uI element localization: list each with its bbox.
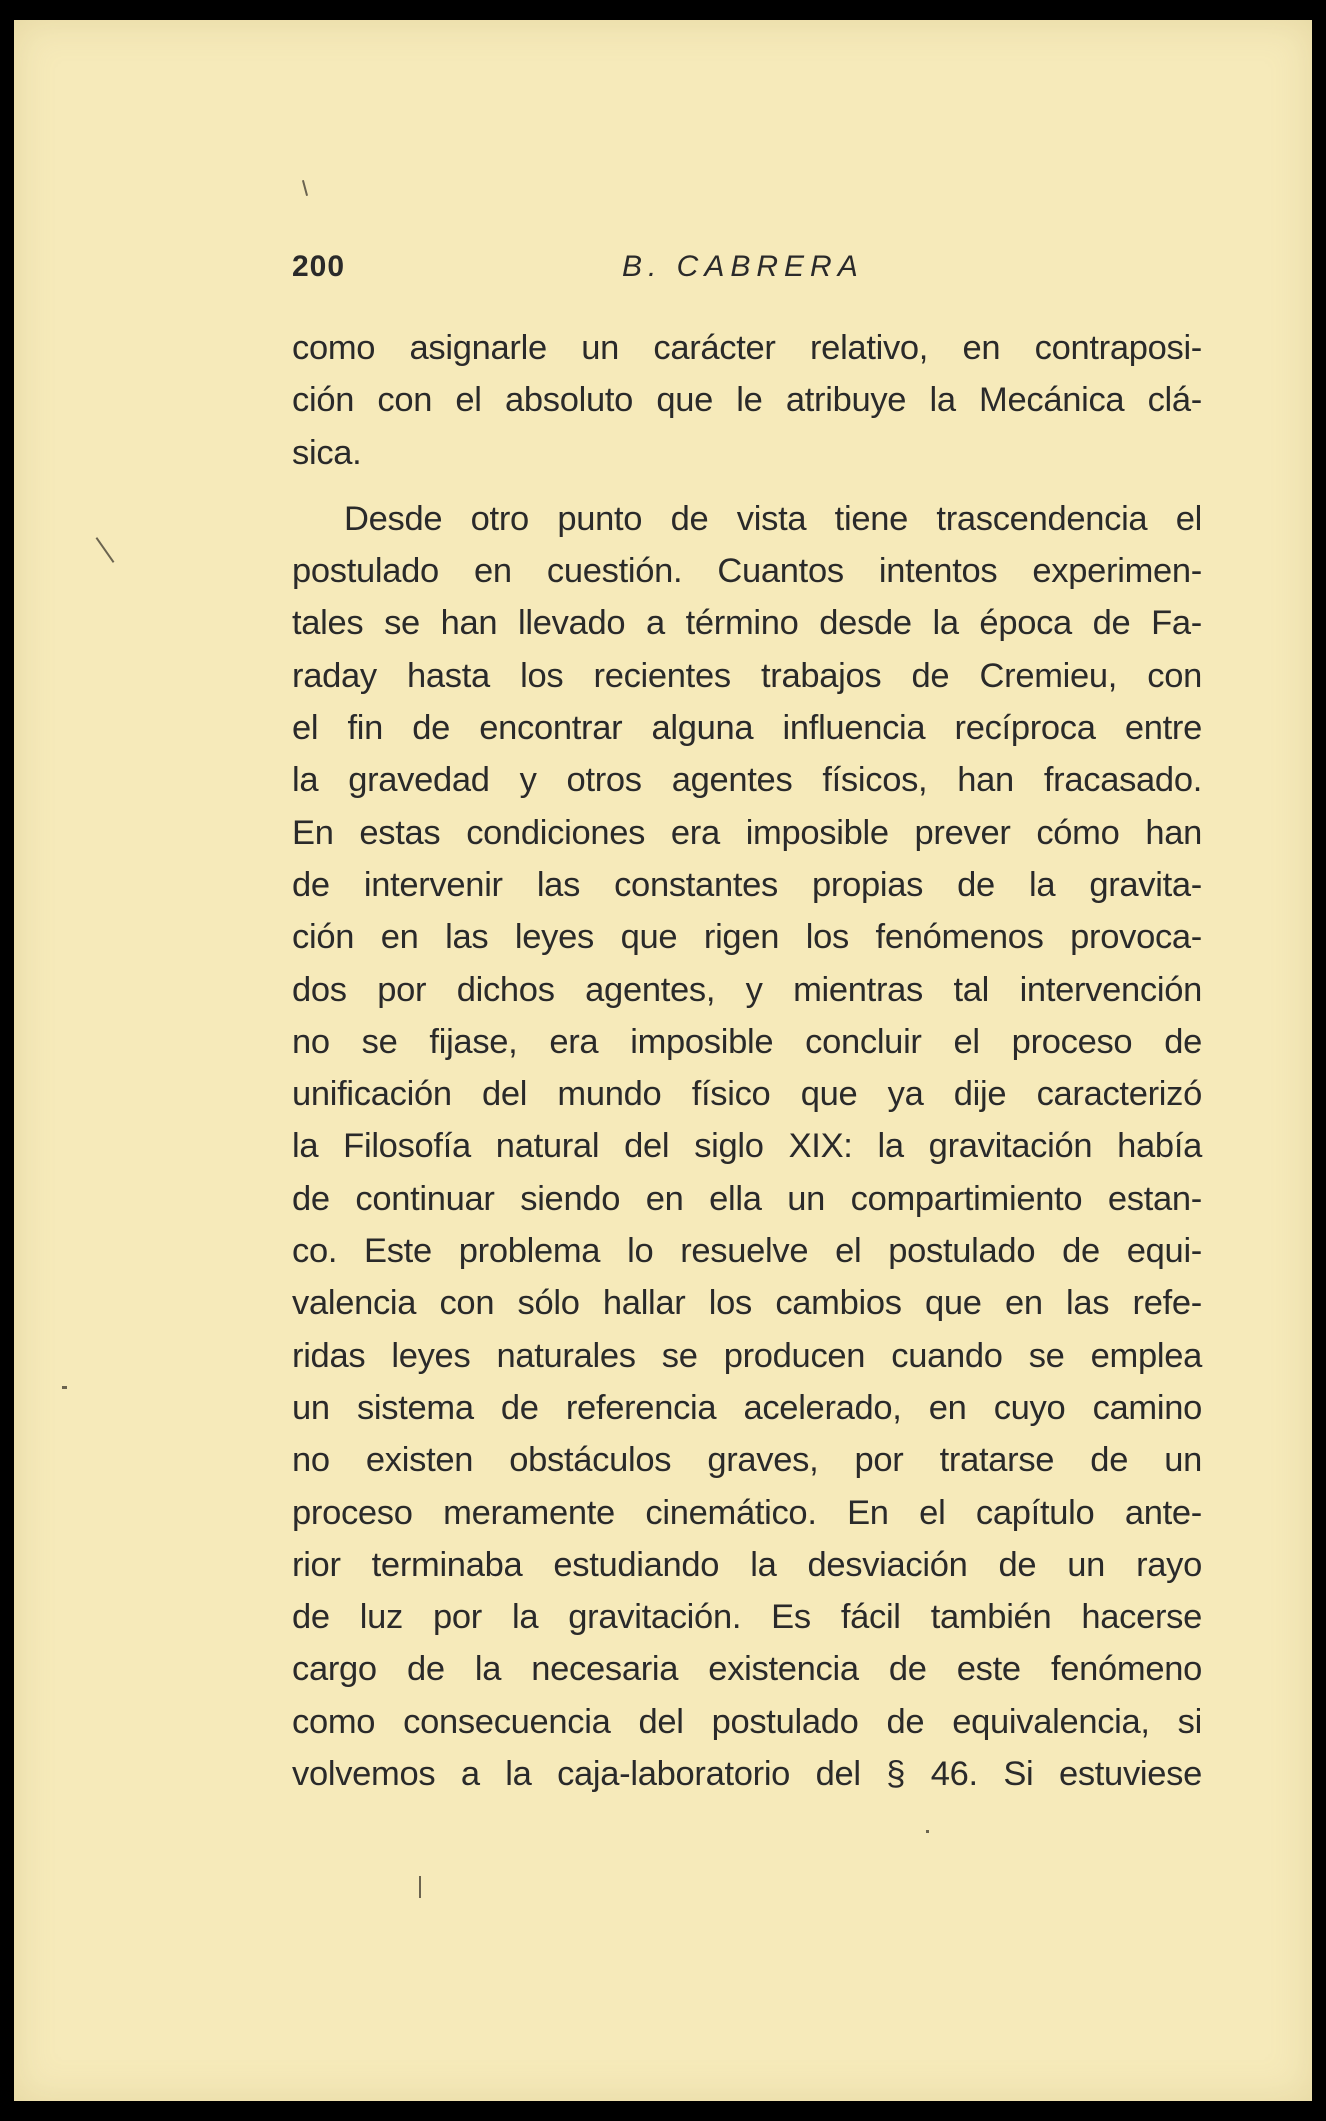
text-line: la gravedad y otros agentes físicos, han fracasado. (292, 761, 1202, 800)
text-line: de continuar siendo en ella un compartimiento estan- (292, 1179, 1202, 1218)
book-page (14, 20, 1312, 2101)
page-number: 200 (292, 250, 346, 283)
text-line: ción en las leyes que rigen los fenómenos provoca- (292, 918, 1202, 957)
text-line: raday hasta los recientes trabajos de Cremieu, con (292, 656, 1202, 695)
text-line: la Filosofía natural del siglo XIX: la gravitación había (292, 1127, 1202, 1166)
body-text (292, 322, 1202, 1800)
text-line: ridas leyes naturales se producen cuando se emplea (292, 1336, 1202, 1375)
paper-speck (302, 180, 308, 196)
text-line: valencia con sólo hallar los cambios que en las refe- (292, 1284, 1202, 1323)
text-line: como consecuencia del postulado de equivalencia, si (292, 1702, 1202, 1741)
text-line: En estas condiciones era imposible prever cómo han (292, 813, 1202, 852)
text-line: postulado en cuestión. Cuantos intentos experimen- (292, 552, 1202, 591)
text-line: no existen obstáculos graves, por tratarse de un (292, 1441, 1202, 1480)
text-line: cargo de la necesaria existencia de este fenómeno (292, 1650, 1202, 1689)
paper-speck (96, 537, 115, 563)
text-line: un sistema de referencia acelerado, en cuyo camino (292, 1388, 1202, 1427)
paper-speck (62, 1386, 67, 1389)
page-header (292, 250, 1172, 290)
text-line: volvemos a la caja-laboratorio del § 46. Si estuviese (292, 1755, 1202, 1794)
text-line: de intervenir las constantes propias de la gravita- (292, 865, 1202, 904)
paragraph (292, 493, 1202, 1800)
text-line: ción con el absoluto que le atribuye la Mecánica clá- (292, 381, 1202, 420)
text-line: como asignarle un carácter relativo, en contraposi- (292, 329, 1202, 367)
text-line: dos por dichos agentes, y mientras tal intervención (292, 970, 1202, 1009)
text-line: Desde otro punto de vista tiene trascendencia el (344, 499, 1202, 538)
text-line: el fin de encontrar alguna influencia recíproca entre (292, 709, 1202, 748)
paragraph (292, 322, 1202, 479)
text-line: co. Este problema lo resuelve el postulado de equi- (292, 1232, 1202, 1271)
text-line: unificación del mundo físico que ya dije caracterizó (292, 1075, 1202, 1114)
text-line: tales se han llevado a término desde la época de Fa- (292, 604, 1202, 643)
text-line: proceso meramente cinemático. En el capítulo ante- (292, 1493, 1202, 1532)
text-line: sica. (292, 433, 362, 472)
paper-speck (926, 1830, 929, 1833)
paper-speck (419, 1876, 421, 1898)
text-line: de luz por la gravitación. Es fácil también hacerse (292, 1598, 1202, 1637)
running-head: B. CABRERA (622, 250, 864, 283)
text-line: no se fijase, era imposible concluir el proceso de (292, 1022, 1202, 1061)
text-line: rior terminaba estudiando la desviación de un rayo (292, 1545, 1202, 1584)
